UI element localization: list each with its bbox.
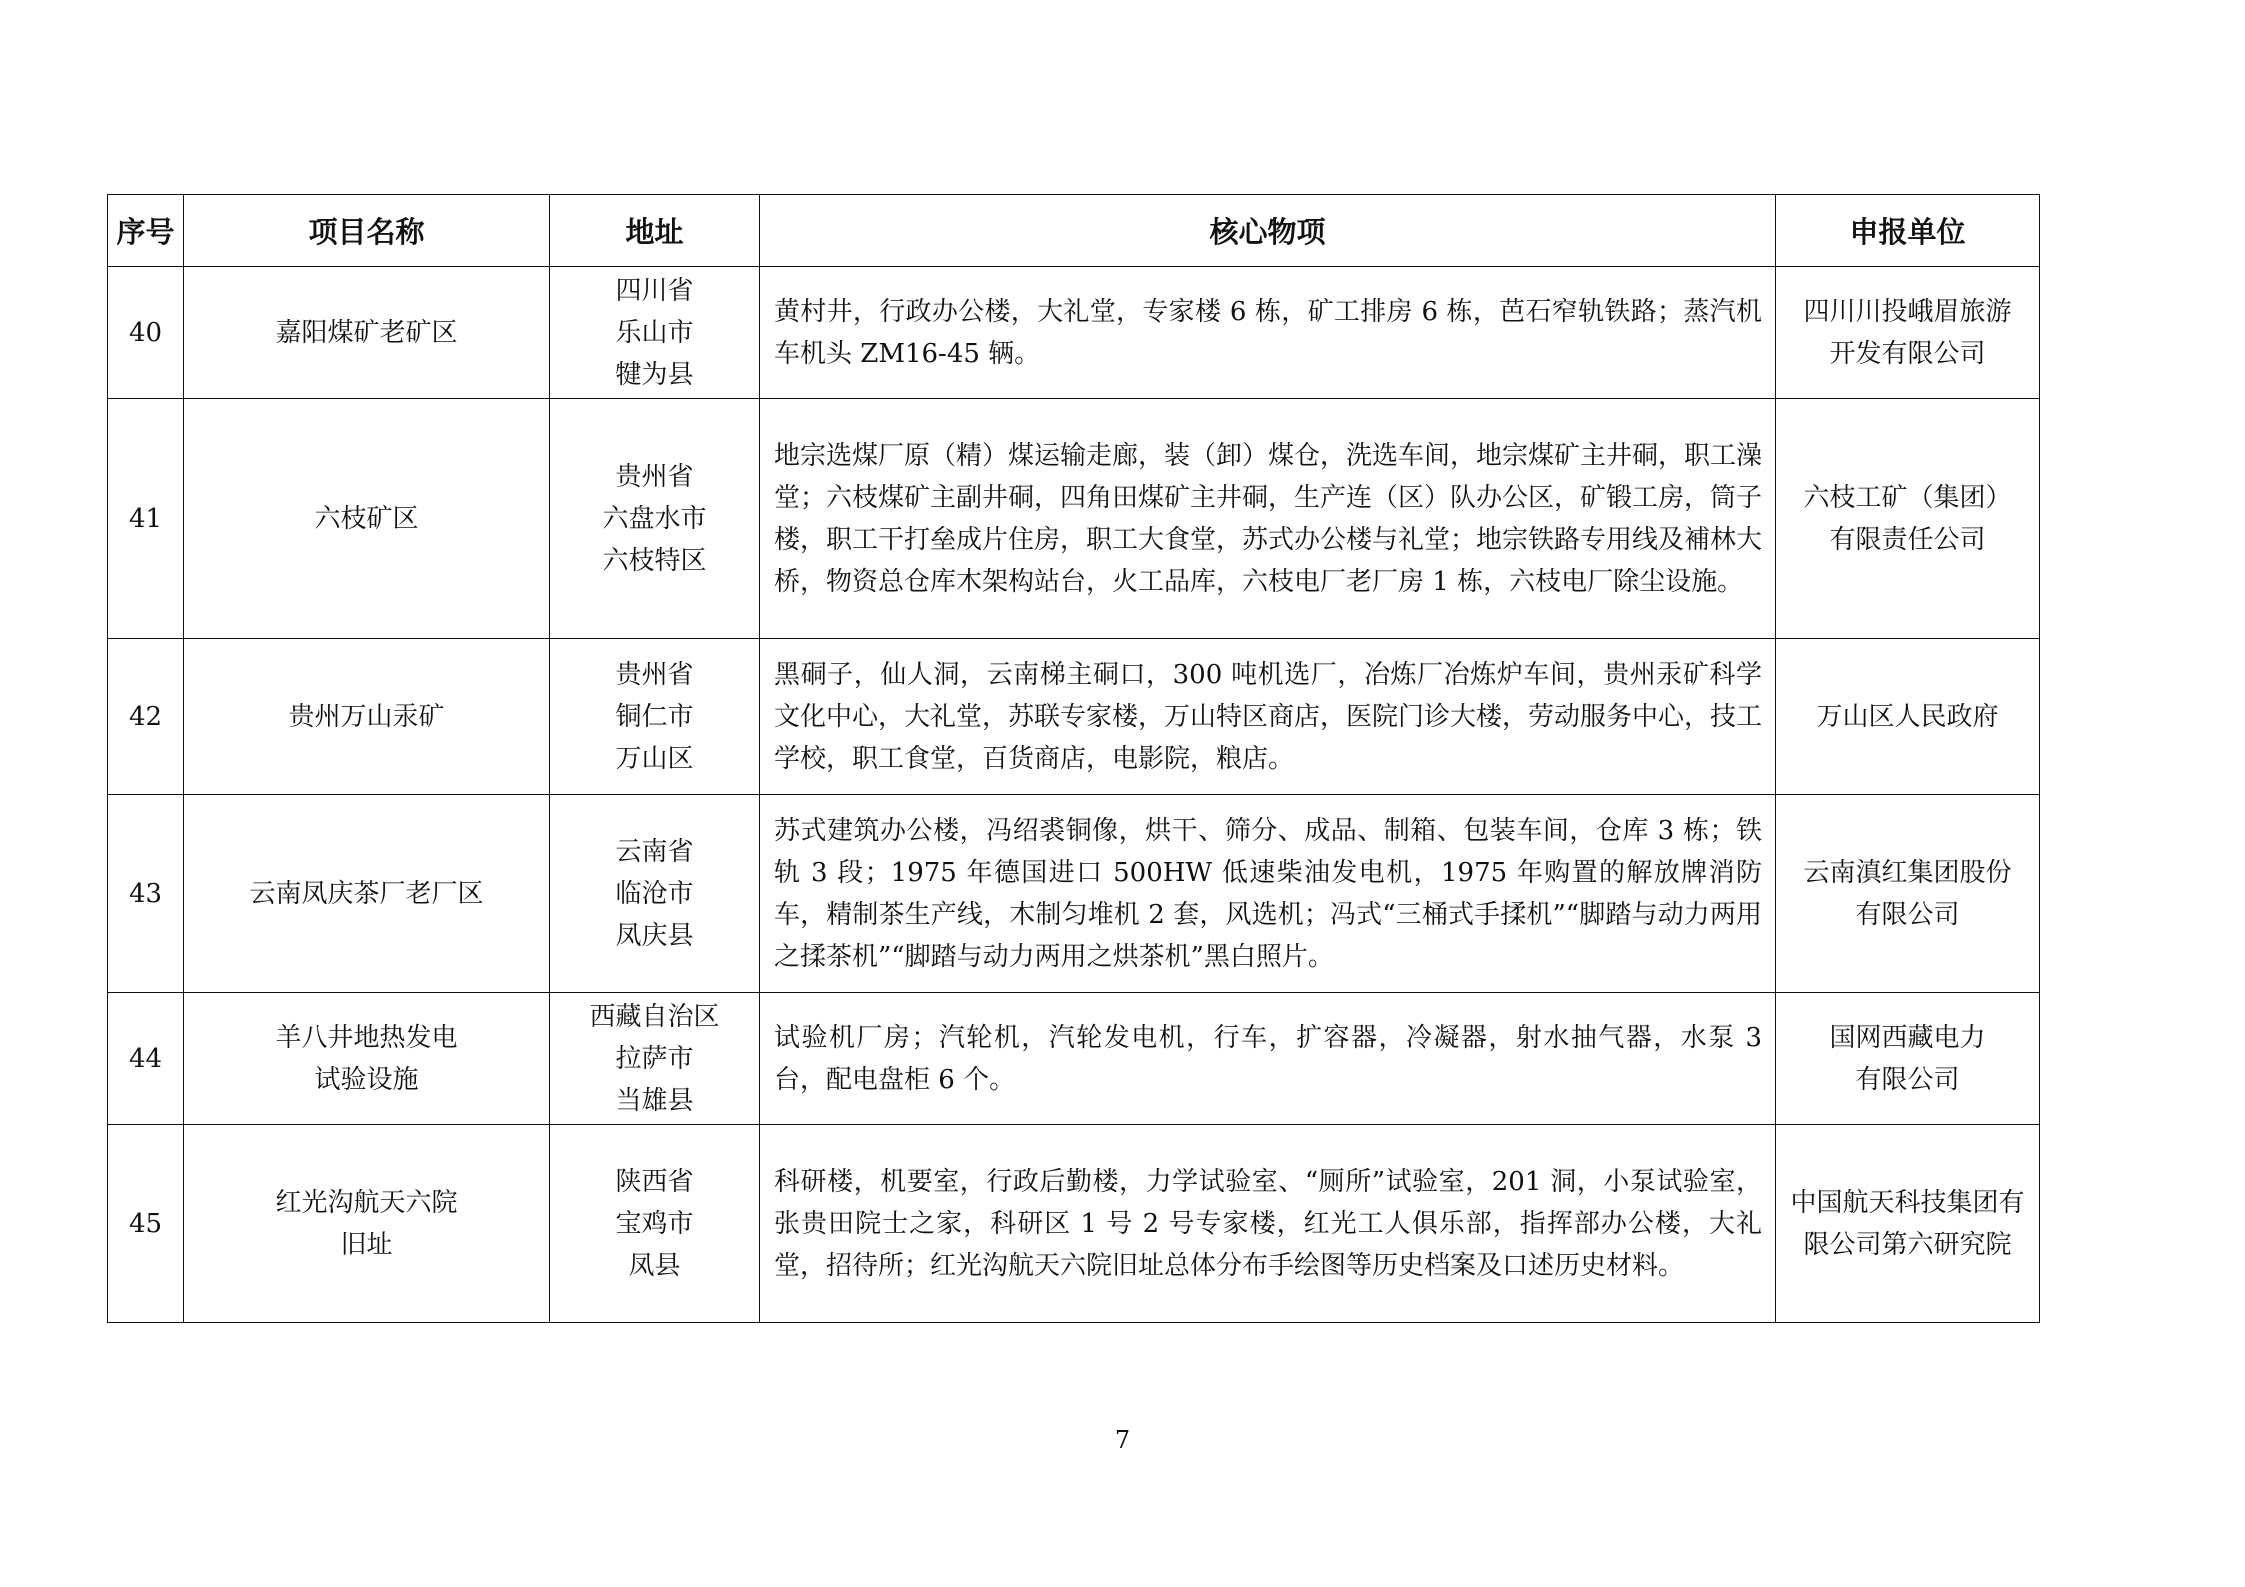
table-row [108,639,2040,795]
cell-address [550,1125,760,1323]
unit-line: 有限公司 [1855,1064,1960,1095]
cell-items: 苏式建筑办公楼，冯绍裘铜像，烘干、筛分、成品、制箱、包装车间，仓库 3 栋；铁轨 3 段；1975 年德国进口 500HW 低速柴油发电机，1975 年购置的解放牌消防车，精制茶生产线，木制匀堆机 2 套，风选机；冯式“三桶式手揉机”“脚踏与动力两用之揉茶机”“脚踏与动力两用之烘茶机”黑白照片。 [760,795,1776,993]
cell-items: 试验机厂房；汽轮机，汽轮发电机，行车，扩容器，冷凝器，射水抽气器，水泵 3 台，配电盘柜 6 个。 [760,993,1776,1125]
header-address: 地址 [550,195,760,267]
cell-items: 黄村井，行政办公楼，大礼堂，专家楼 6 栋，矿工排房 6 栋，芭石窄轨铁路；蒸汽机车机头 ZM16-45 辆。 [760,267,1776,399]
cell-address [550,639,760,795]
address-city: 临沧市 [615,878,694,909]
name-line: 贵州万山汞矿 [288,701,445,732]
cell-name [184,399,550,639]
address-city: 拉萨市 [615,1043,694,1074]
unit-line: 国网西藏电力 [1829,1022,1986,1053]
cell-unit [1776,399,2040,639]
address-city: 六盘水市 [602,503,707,534]
address-province: 陕西省 [615,1166,694,1197]
unit-line: 云南滇红集团股份 [1803,857,2012,888]
header-no: 序号 [108,195,184,267]
cell-unit [1776,1125,2040,1323]
address-province: 西藏自治区 [589,1001,720,1032]
name-line: 云南凤庆茶厂老厂区 [249,878,484,909]
name-line: 试验设施 [314,1064,419,1095]
cell-no: 44 [108,993,184,1125]
cell-items: 黑硐子，仙人洞，云南梯主硐口，300 吨机选厂，冶炼厂冶炼炉车间，贵州汞矿科学文化中心，大礼堂，苏联专家楼，万山特区商店，医院门诊大楼，劳动服务中心，技工学校，职工食堂，百货商店，电影院，粮店。 [760,639,1776,795]
unit-line: 六枝工矿（集团） [1803,482,2012,513]
unit-line: 开发有限公司 [1829,338,1986,369]
header-name: 项目名称 [184,195,550,267]
cell-address [550,399,760,639]
unit-line: 有限公司 [1855,899,1960,930]
unit-line: 万山区人民政府 [1816,701,1999,732]
cell-name [184,993,550,1125]
unit-line: 四川川投峨眉旅游 [1803,296,2012,327]
unit-line: 中国航天科技集团有 [1790,1187,2025,1218]
cell-no: 45 [108,1125,184,1323]
cell-unit [1776,639,2040,795]
table-row [108,267,2040,399]
address-city: 乐山市 [615,317,694,348]
table-row [108,795,2040,993]
cell-name [184,639,550,795]
name-line: 嘉阳煤矿老矿区 [275,317,458,348]
unit-line: 限公司第六研究院 [1803,1229,2012,1260]
cell-no: 42 [108,639,184,795]
address-city: 铜仁市 [615,701,694,732]
table-row [108,399,2040,639]
cell-items: 科研楼，机要室，行政后勤楼，力学试验室、“厕所”试验室，201 洞，小泵试验室，张贵田院士之家，科研区 1 号 2 号专家楼，红光工人俱乐部，指挥部办公楼，大礼堂，招待所；红光沟航天六院旧址总体分布手绘图等历史档案及口述历史材料。 [760,1125,1776,1323]
cell-address [550,993,760,1125]
name-line: 六枝矿区 [314,503,419,534]
address-county: 凤县 [628,1250,681,1281]
address-province: 云南省 [615,836,694,867]
address-province: 四川省 [615,275,694,306]
cell-no: 41 [108,399,184,639]
cell-unit [1776,795,2040,993]
address-province: 贵州省 [615,461,694,492]
table-header-row [108,195,2040,267]
cell-no: 40 [108,267,184,399]
cell-items: 地宗选煤厂原（精）煤运输走廊，装（卸）煤仓，洗选车间，地宗煤矿主井硐，职工澡堂；六枝煤矿主副井硐，四角田煤矿主井硐，生产连（区）队办公区，矿锻工房，筒子楼，职工干打垒成片住房，职工大食堂，苏式办公楼与礼堂；地宗铁路专用线及補林大桥，物资总仓库木架构站台，火工品库，六枝电厂老厂房 1 栋，六枝电厂除尘设施。 [760,399,1776,639]
address-city: 宝鸡市 [615,1208,694,1239]
address-province: 贵州省 [615,659,694,690]
address-county: 万山区 [615,743,694,774]
header-unit: 申报单位 [1776,195,2040,267]
name-line: 红光沟航天六院 [275,1187,458,1218]
cell-name [184,267,550,399]
cell-name [184,795,550,993]
header-items: 核心物项 [760,195,1776,267]
address-county: 当雄县 [615,1085,694,1116]
unit-line: 有限责任公司 [1829,524,1986,555]
name-line: 羊八井地热发电 [275,1022,458,1053]
project-table [107,194,2040,1323]
page-number: 7 [1114,1426,1131,1454]
cell-name [184,1125,550,1323]
cell-unit [1776,267,2040,399]
name-line: 旧址 [340,1229,393,1260]
address-county: 凤庆县 [615,920,694,951]
cell-address [550,795,760,993]
address-county: 犍为县 [615,359,694,390]
address-county: 六枝特区 [602,545,707,576]
table-row [108,993,2040,1125]
cell-unit [1776,993,2040,1125]
table-row [108,1125,2040,1323]
cell-no: 43 [108,795,184,993]
cell-address [550,267,760,399]
